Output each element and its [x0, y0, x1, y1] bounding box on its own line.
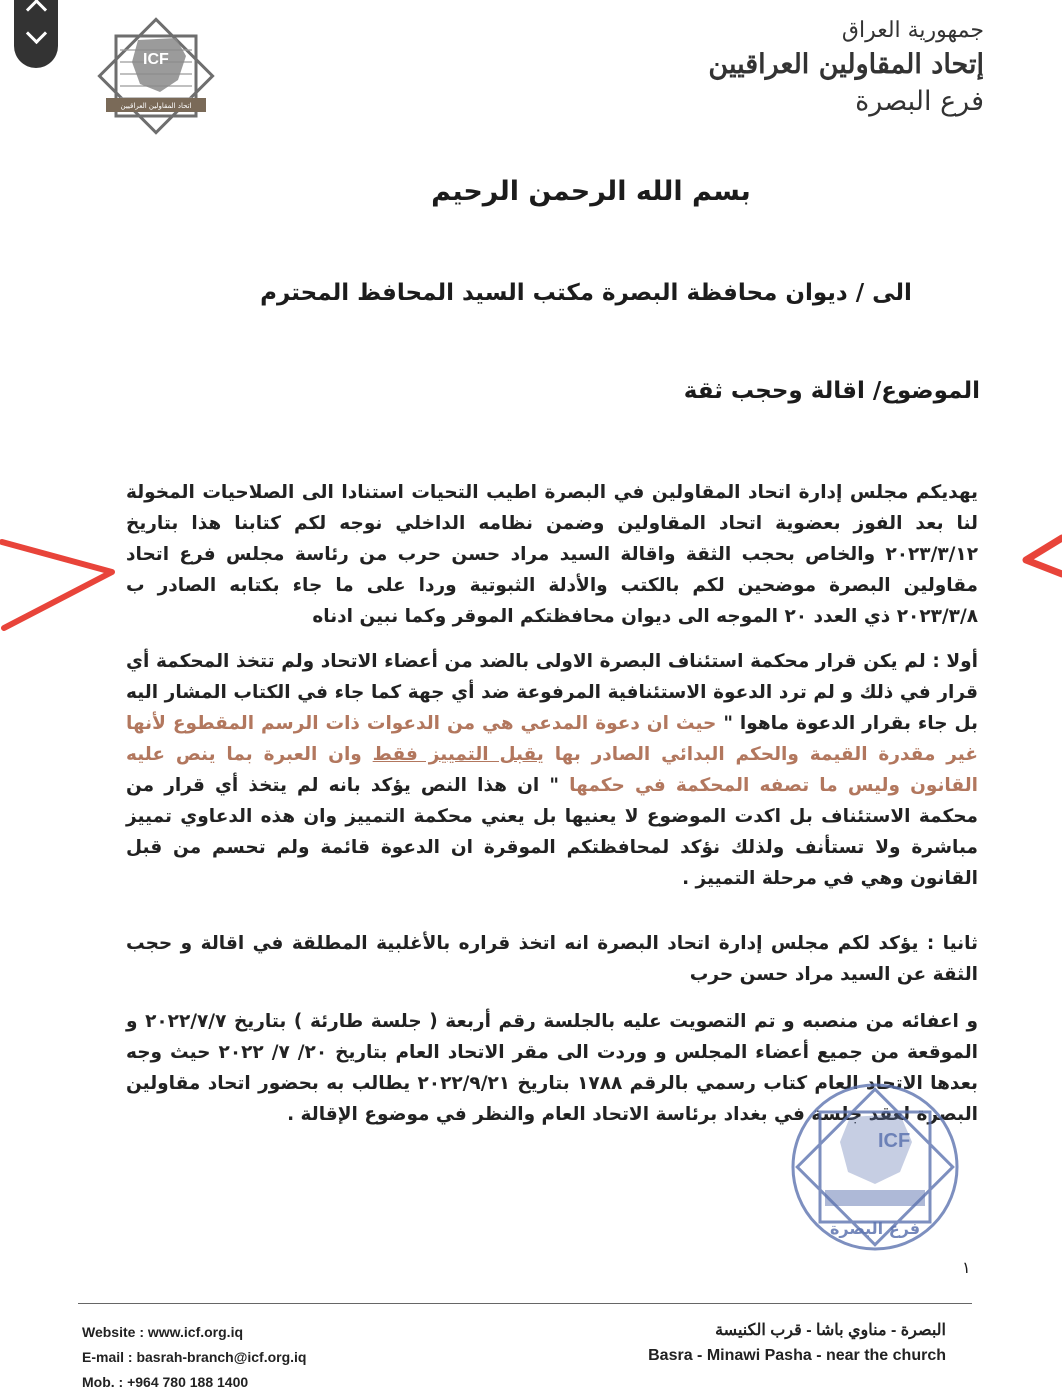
second-point-paragraph: ثانيا : يؤكد لكم مجلس إدارة اتحاد البصرة انه اتخذ قراره بالأغلبية المطلقة في اقالة و حجب الثقة عن السيد مراد حسن حرب	[126, 933, 978, 985]
first-point-text-b: " ان هذا النص يؤكد بانه لم يتخذ أي قرار من محكمة الاستئناف بل اكدت الموضوع لا يعنيها بل يعني محكمة التمييز وان هذه الدعاوي تمييز مباشرة ولا تستأنف ولذلك نؤكد لمحافظتكم الموقرة ان الدعوة قائمة ولم تحسم من قبل القانون وهي في مرحلة التمييز .	[126, 775, 978, 889]
stamp-logo-text: ICF	[878, 1130, 911, 1152]
footer-address-arabic: البصرة - مناوي باشا - قرب الكنيسة	[715, 1322, 946, 1339]
subject-line: الموضوع/ اقالة وحجب ثقة	[683, 378, 980, 404]
logo-caption: اتحاد المقاولين العراقيين	[120, 102, 192, 110]
page-number: ١	[962, 1258, 971, 1277]
quoted-ruling-highlight-1: حيث ان دعوة المدعي هي من الدعوات ذات الرسم المقطوع لأنها غير مقدرة القيمة والحكم البدائي الصادر بها	[126, 713, 978, 765]
country-name: جمهورية العراق	[841, 18, 984, 43]
stamp-branch-text: فرع البصرة	[829, 1219, 921, 1238]
basmala-text: بسم الله الرحمن الرحيم	[431, 176, 751, 207]
letterhead	[708, 18, 984, 117]
quoted-ruling-underlined: يقبل التمييز فقط	[372, 744, 544, 765]
annotation-arrow-left-icon	[0, 530, 120, 640]
branch-stamp	[780, 1072, 970, 1262]
intro-paragraph: يهديكم مجلس إدارة اتحاد المقاولين في البصرة اطيب التحيات استنادا الى الصلاحيات المخولة لنا بعد الفوز بعضوية اتحاد المقاولين وضمن نظامه الداخلي نوجه لكم كتابنا هذا بتاريخ ٢٠٢٣/٣/١٢ والخاص بحجب الثقة واقالة السيد مراد حسن حرب من رئاسة مجلس فرع اتحاد مقاولين البصرة موضحين لكم بالكتب والأدلة الثبوتية وردا على ما جاء بكتابه الصادر ب ٢٠٢٣/٣/٨ ذي العدد ٢٠ الموجه الى ديوان محافظتكم الموقر وكما نبين ادناه	[126, 482, 978, 627]
footer-email: E-mail : basrah-branch@icf.org.iq	[82, 1349, 307, 1365]
addressee	[0, 280, 1062, 306]
first-point-paragraph	[126, 646, 978, 894]
vote-details-paragraph: و اعفائه من منصبه و تم التصويت عليه بالجلسة رقم أربعة ( جلسة طارئة ) بتاريخ ٢٠٢٢/٧/٧ و الموقعة من جميع أعضاء المجلس و وردت الى مقر الاتحاد العام بتاريخ ٢٠/ ٧/ ٢٠٢٢ حيث وجه بعدها الاتحاد العام كتاب رسمي بالرقم ١٧٨٨ بتاريخ ٢٠٢٢/٩/٢١ يطالب به بحضور اتحاد مقاولين البصرة لعقد جلسة في بغداد برئاسة الاتحاد العام والنظر في موضوع الإقالة .	[126, 1011, 979, 1125]
basmala	[0, 176, 1062, 207]
logo-text: ICF	[143, 51, 169, 68]
footer-address-english: Basra - Minawi Pasha - near the church	[648, 1347, 946, 1364]
addressee-text: الى / ديوان محافظة البصرة مكتب السيد المحافظ المحترم	[260, 280, 912, 306]
organization-name: إتحاد المقاولين العراقيين	[708, 49, 984, 80]
footer-contact	[82, 1320, 306, 1395]
branch-name: فرع البصرة	[855, 86, 984, 117]
first-point-text-a: أولا : لم يكن قرار محكمة استئناف البصرة الاولى بالضد من أعضاء الاتحاد ولم تتخذ المحكمة أي قرار في ذلك و لم ترد الدعوة الاستئنافية المرفوعة ضد أي جهة كما جاء في الكتاب المشار اليه بل جاء بقرار الدعوة ماهوا "	[126, 651, 978, 734]
footer-divider	[78, 1303, 972, 1304]
footer-mobile: Mob. : +964 780 188 1400	[82, 1374, 249, 1390]
quoted-ruling-highlight-2: وان العبرة بما ينص عليه القانون وليس ما تصفه المحكمة في حكمها	[126, 744, 978, 796]
footer-address	[648, 1318, 946, 1368]
icf-logo	[90, 10, 222, 142]
collapse-toggle-button[interactable]	[14, 0, 58, 68]
chevron-up-icon	[26, 0, 47, 20]
annotation-arrow-right-icon	[1020, 520, 1062, 580]
footer-website: Website : www.icf.org.iq	[82, 1324, 244, 1340]
chevron-down-icon	[26, 23, 47, 44]
